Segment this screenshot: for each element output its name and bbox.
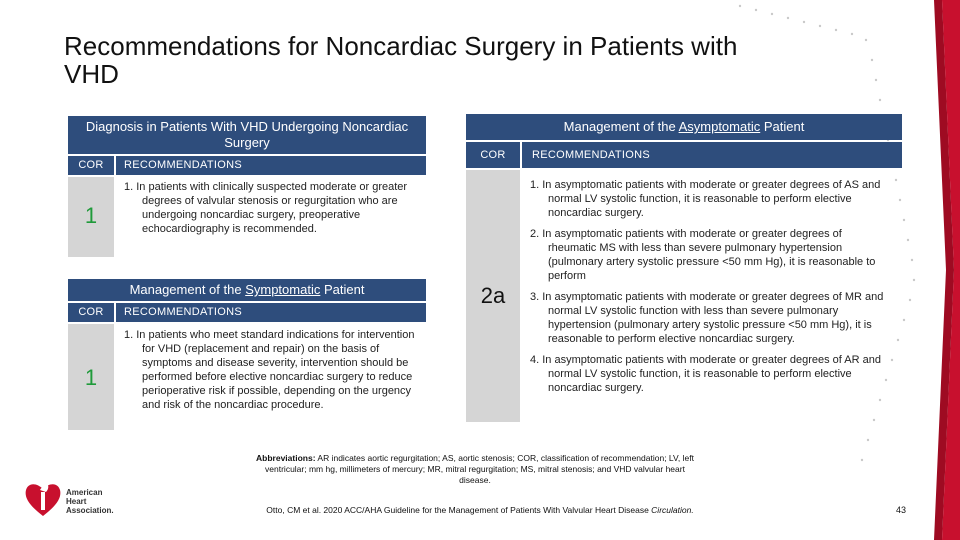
asym-rec-2: 2. In asymptomatic patients with moderate or greater degrees of rheumatic MS with less than severe pulmonary hypertension (pulmonary artery systolic pressure <50 mm Hg), it is reasonable to perform: [530, 228, 876, 282]
diag-cor-label: COR: [68, 156, 114, 175]
asymptomatic-header: Management of the Asymptomatic Patient: [466, 114, 902, 140]
citation: Otto, CM et al. 2020 ACC/AHA Guideline for the Management of Patients With Valvular Heart Disease Circulation.: [266, 505, 694, 515]
diag-rec-label: RECOMMENDATIONS: [116, 156, 426, 175]
diag-cor-value: 1: [84, 203, 98, 228]
diagnosis-header: Diagnosis in Patients With VHD Undergoing Noncardiac Surgery: [68, 116, 426, 154]
asym-cor-value: 2a: [480, 283, 506, 308]
symp-recommendation: 1. In patients who meet standard indications for intervention for VHD (replacement and repair) on the basis of symptoms and disease severity, intervention should be performed before elective noncardiac surgery to reduce perioperative risk if possible, depending on the urgency and risk of the noncardiac procedure.: [124, 329, 415, 411]
page-title: Recommendations for Noncardiac Surgery in Patients with VHD: [64, 31, 738, 89]
page-number: 43: [896, 505, 907, 515]
red-accent-bar: [920, 0, 960, 540]
symp-rec-label: RECOMMENDATIONS: [116, 303, 426, 322]
asym-cor-label: COR: [466, 142, 520, 168]
asym-rec-4: 4. In asymptomatic patients with moderate or greater degrees of AR and normal LV systolic function, it is reasonable to perform elective noncardiac surgery.: [530, 354, 881, 394]
asym-rec-3: 3. In asymptomatic patients with moderate or greater degrees of MR and normal LV systolic function with less than severe pulmonary hypertension (pulmonary artery systolic pressure <50 mm Hg), it is reasonable to perform elective noncardiac surgery.: [530, 291, 884, 345]
symptomatic-header: Management of the Symptomatic Patient: [68, 279, 426, 301]
diag-recommendation: 1. In patients with clinically suspected moderate or greater degrees of valvular stenosis or regurgitation who are undergoing noncardiac surgery, preoperative echocardiography is recommended.: [124, 181, 408, 235]
aha-logo-text: American Heart Association.: [66, 488, 114, 515]
symp-cor-value: 1: [84, 365, 98, 390]
abbreviations: Abbreviations: AR indicates aortic regurgitation; AS, aortic stenosis; COR, classification of recommendation; LV, left ventricular; mm hg, millimeters of mercury; MR, mitral regurgitation; MS, mitral stenosis; and VHD valvular heart disease.: [256, 453, 694, 485]
symp-cor-label: COR: [68, 303, 114, 322]
asym-recommendations: [530, 178, 886, 402]
aha-heart-torch-icon: [22, 478, 64, 520]
asym-rec-label: RECOMMENDATIONS: [522, 142, 902, 168]
asym-rec-1: 1. In asymptomatic patients with moderate or greater degrees of AS and normal LV systolic function, it is reasonable to perform elective noncardiac surgery.: [530, 179, 881, 219]
